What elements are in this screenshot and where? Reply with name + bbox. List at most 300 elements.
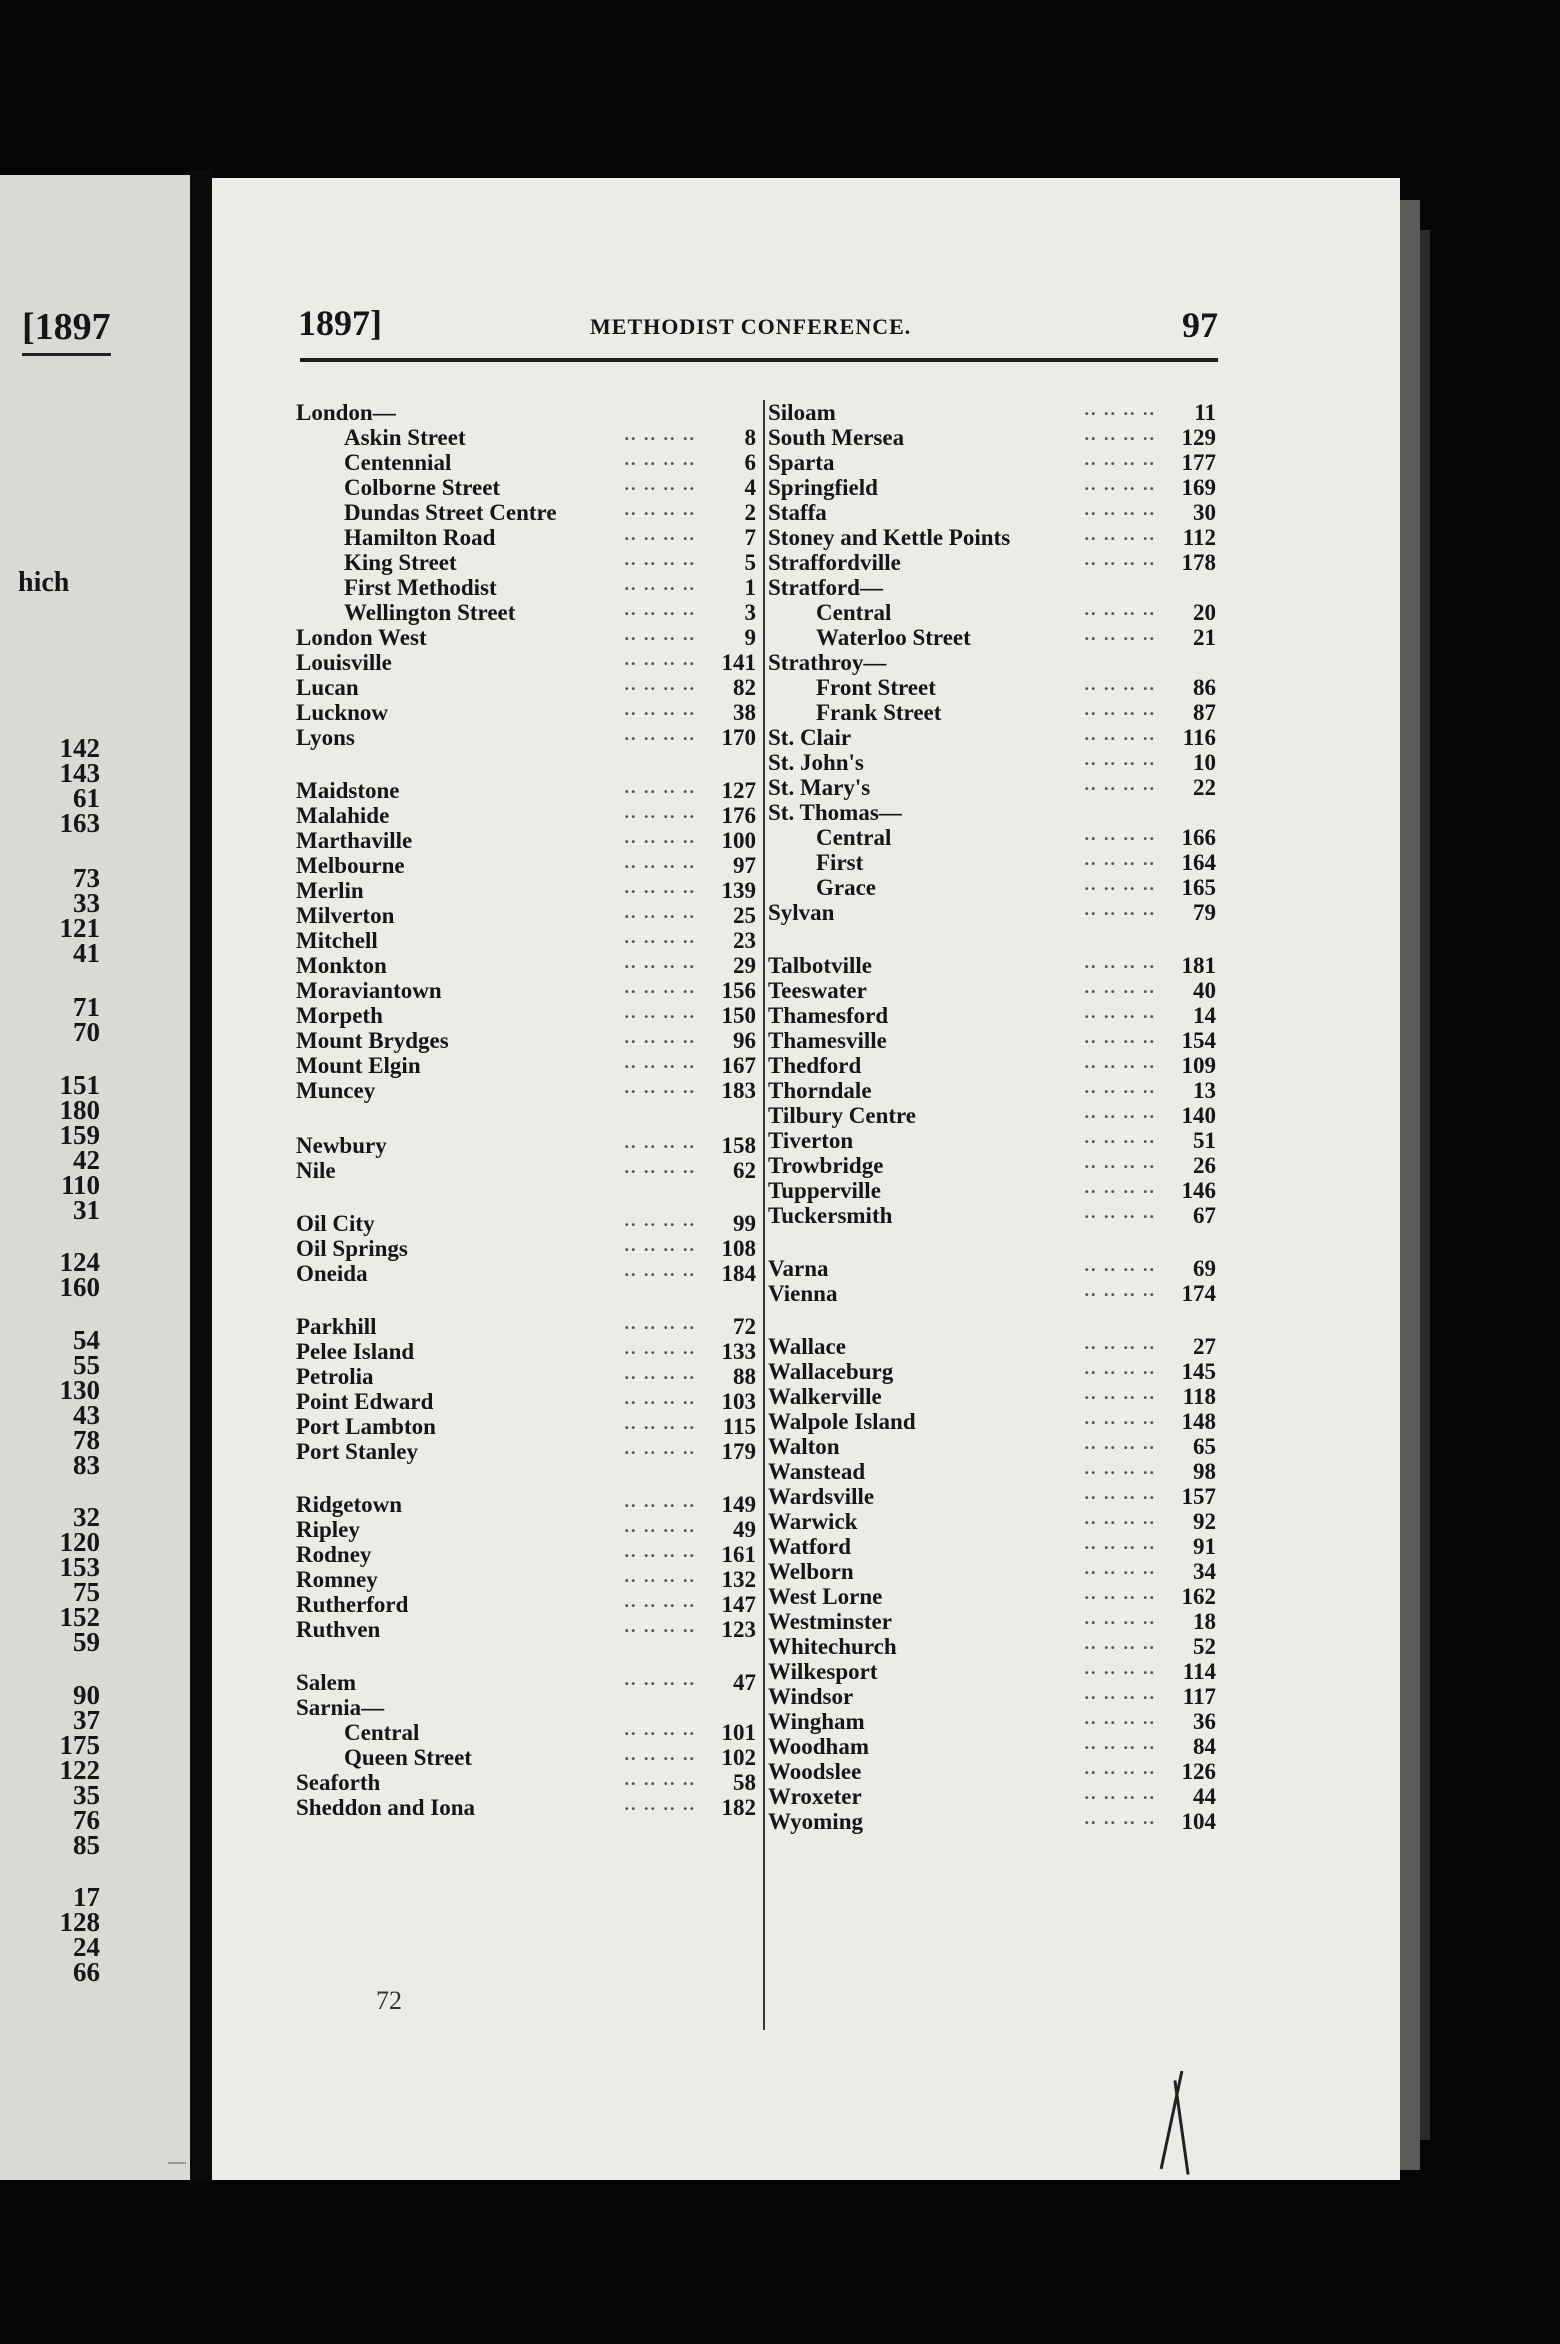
entry-number: 4 <box>744 475 756 500</box>
index-entry <box>768 625 1216 650</box>
leader-dots: .. .. .. .. <box>1084 899 1156 919</box>
entry-number: 183 <box>721 1078 756 1103</box>
index-entry <box>768 1281 1216 1306</box>
leader-dots: .. .. .. .. <box>1084 749 1156 769</box>
entry-number: 140 <box>1181 1103 1216 1128</box>
leader-dots: .. .. .. .. <box>624 1077 696 1097</box>
leader-dots: .. .. .. .. <box>1084 1102 1156 1122</box>
book-page <box>212 178 1400 2180</box>
leader-dots: .. .. .. .. <box>1084 774 1156 794</box>
previous-page-number: 90 <box>73 1680 100 1710</box>
previous-page-number: 130 <box>59 1375 100 1405</box>
entry-name: Lyons <box>296 725 355 750</box>
entry-number: 44 <box>1193 1784 1216 1809</box>
entry-number: 162 <box>1181 1584 1216 1609</box>
entry-name: Mount Elgin <box>296 1053 421 1078</box>
entry-name: Frank Street <box>816 700 942 725</box>
entry-name: St. John's <box>768 750 864 775</box>
entry-number: 146 <box>1181 1178 1216 1203</box>
entry-name: Monkton <box>296 953 387 978</box>
leader-dots: .. .. .. .. <box>624 549 696 569</box>
previous-page-number: 163 <box>59 808 100 838</box>
entry-name: Marthaville <box>296 828 413 853</box>
leader-dots: .. .. .. .. <box>1084 724 1156 744</box>
page-folio: 72 <box>376 1986 402 2015</box>
previous-page-number: 160 <box>59 1272 100 1302</box>
leader-dots: .. .. .. .. <box>1084 824 1156 844</box>
entry-name: Lucan <box>296 675 359 700</box>
leader-dots: .. .. .. .. <box>624 1388 696 1408</box>
entry-name: Thamesford <box>768 1003 889 1028</box>
entry-number: 52 <box>1193 1634 1216 1659</box>
entry-name: Welborn <box>768 1559 854 1584</box>
entry-name: Dundas Street Centre <box>344 500 557 525</box>
leader-dots: .. .. .. .. <box>624 1413 696 1433</box>
entry-name: Wyoming <box>768 1809 863 1834</box>
entry-number: 165 <box>1181 875 1216 900</box>
entry-number: 126 <box>1181 1759 1216 1784</box>
entry-number: 40 <box>1193 978 1216 1003</box>
entry-name: Wellington Street <box>344 600 516 625</box>
previous-page-number: 54 <box>73 1325 100 1355</box>
entry-name: Woodham <box>768 1734 869 1759</box>
leader-dots: .. .. .. .. <box>624 1566 696 1586</box>
entry-name: Strathroy— <box>768 650 887 675</box>
previous-page-number: 76 <box>73 1805 100 1835</box>
previous-page-number: 152 <box>59 1602 100 1632</box>
leader-dots: .. .. .. .. <box>1084 1127 1156 1147</box>
entry-name: Moraviantown <box>296 978 442 1003</box>
previous-page-number: 59 <box>73 1627 100 1657</box>
entry-number: 20 <box>1193 600 1216 625</box>
index-entry <box>296 1078 756 1103</box>
previous-page-number: 124 <box>59 1247 100 1277</box>
leader-dots: .. .. .. .. <box>624 674 696 694</box>
leader-dots: .. .. .. .. <box>1084 1458 1156 1478</box>
previous-page-number: 43 <box>73 1400 100 1430</box>
previous-page-number: 66 <box>73 1957 100 1987</box>
leader-dots: .. .. .. .. <box>624 827 696 847</box>
entry-name: Point Edward <box>296 1389 434 1414</box>
entry-name: Wardsville <box>768 1484 875 1509</box>
entry-number: 109 <box>1181 1053 1216 1078</box>
entry-name: Central <box>816 825 892 850</box>
leader-dots: .. .. .. .. <box>1084 1202 1156 1222</box>
entry-number: 123 <box>721 1617 756 1642</box>
entry-name: Ripley <box>296 1517 360 1542</box>
leader-dots: .. .. .. .. <box>624 1313 696 1333</box>
entry-name: Vienna <box>768 1281 838 1306</box>
index-entry <box>296 1617 756 1642</box>
leader-dots: .. .. .. .. <box>1084 1077 1156 1097</box>
entry-number: 34 <box>1193 1559 1216 1584</box>
entry-number: 116 <box>1182 725 1216 750</box>
leader-dots: .. .. .. .. <box>1084 499 1156 519</box>
entry-name: Warwick <box>768 1509 858 1534</box>
previous-page-number: 41 <box>73 938 100 968</box>
entry-name: Mount Brydges <box>296 1028 449 1053</box>
leader-dots: .. .. .. .. <box>624 1516 696 1536</box>
leader-dots: .. .. .. .. <box>1084 1583 1156 1603</box>
entry-name: Thedford <box>768 1053 862 1078</box>
entry-number: 112 <box>1182 525 1216 550</box>
leader-dots: .. .. .. .. <box>624 1260 696 1280</box>
leader-dots: .. .. .. .. <box>1084 674 1156 694</box>
leader-dots: .. .. .. .. <box>1084 1533 1156 1553</box>
entry-name: First <box>816 850 864 875</box>
index-entry <box>296 725 756 750</box>
leader-dots: .. .. .. .. <box>1084 1152 1156 1172</box>
leader-dots: .. .. .. .. <box>1084 1633 1156 1653</box>
previous-page-word: hich <box>18 567 70 598</box>
entry-number: 96 <box>733 1028 756 1053</box>
index-entry <box>296 1158 756 1183</box>
entry-name: London West <box>296 625 427 650</box>
previous-page-number: 110 <box>60 1170 100 1200</box>
entry-name: Tilbury Centre <box>768 1103 917 1128</box>
previous-page-number: 142 <box>59 733 100 763</box>
previous-page-number: 32 <box>73 1502 100 1532</box>
leader-dots: .. .. .. .. <box>624 1438 696 1458</box>
previous-page-number: 180 <box>59 1095 100 1125</box>
entry-name: Port Stanley <box>296 1439 419 1464</box>
entry-number: 167 <box>721 1053 756 1078</box>
previous-page-number: 31 <box>73 1195 100 1225</box>
leader-dots: .. .. .. .. <box>624 1235 696 1255</box>
leader-dots: .. .. .. .. <box>1084 624 1156 644</box>
entry-number: 86 <box>1193 675 1216 700</box>
entry-number: 22 <box>1193 775 1216 800</box>
entry-number: 27 <box>1193 1334 1216 1359</box>
entry-number: 92 <box>1193 1509 1216 1534</box>
leader-dots: .. .. .. .. <box>1084 1333 1156 1353</box>
entry-number: 179 <box>721 1439 756 1464</box>
leader-dots: .. .. .. .. <box>1084 1280 1156 1300</box>
leader-dots: .. .. .. .. <box>1084 1683 1156 1703</box>
entry-number: 69 <box>1193 1256 1216 1281</box>
entry-number: 99 <box>733 1211 756 1236</box>
entry-number: 26 <box>1193 1153 1216 1178</box>
entry-number: 184 <box>721 1261 756 1286</box>
entry-name: Whitechurch <box>768 1634 897 1659</box>
entry-number: 23 <box>733 928 756 953</box>
entry-name: Teeswater <box>768 978 867 1003</box>
entry-number: 36 <box>1193 1709 1216 1734</box>
entry-number: 114 <box>1182 1659 1216 1684</box>
previous-page-number: 70 <box>73 1017 100 1047</box>
entry-name: Walkerville <box>768 1384 882 1409</box>
entry-name: Oil City <box>296 1211 375 1236</box>
previous-page-number: 83 <box>73 1450 100 1480</box>
leader-dots: .. .. .. .. <box>1084 399 1156 419</box>
leader-dots: .. .. .. .. <box>624 877 696 897</box>
entry-name: Tiverton <box>768 1128 854 1153</box>
leader-dots: .. .. .. .. <box>624 1027 696 1047</box>
entry-number: 98 <box>1193 1459 1216 1484</box>
entry-number: 29 <box>733 953 756 978</box>
leader-dots: .. .. .. .. <box>624 699 696 719</box>
entry-name: Wallace <box>768 1334 846 1359</box>
entry-number: 176 <box>721 803 756 828</box>
previous-page-number: 55 <box>73 1350 100 1380</box>
entry-number: 72 <box>733 1314 756 1339</box>
leader-dots: .. .. .. .. <box>624 1157 696 1177</box>
entry-name: St. Thomas— <box>768 800 902 825</box>
leader-dots: .. .. .. .. <box>1084 1433 1156 1453</box>
entry-name: Stoney and Kettle Points <box>768 525 1011 550</box>
leader-dots: .. .. .. .. <box>624 802 696 822</box>
entry-name: Merlin <box>296 878 364 903</box>
previous-page-number: 175 <box>59 1730 100 1760</box>
entry-number: 166 <box>1181 825 1216 850</box>
entry-number: 157 <box>1181 1484 1216 1509</box>
entry-number: 108 <box>721 1236 756 1261</box>
entry-number: 6 <box>744 450 756 475</box>
leader-dots: .. .. .. .. <box>624 1491 696 1511</box>
leader-dots: .. .. .. .. <box>624 574 696 594</box>
entry-number: 38 <box>733 700 756 725</box>
entry-number: 147 <box>721 1592 756 1617</box>
entry-number: 3 <box>744 600 756 625</box>
previous-page-number: 143 <box>59 758 100 788</box>
leader-dots: .. .. .. .. <box>1084 1483 1156 1503</box>
previous-page-number: 24 <box>73 1932 100 1962</box>
index-entry <box>768 550 1216 575</box>
entry-name: Front Street <box>816 675 936 700</box>
entry-name: Morpeth <box>296 1003 383 1028</box>
previous-page-number: 73 <box>73 863 100 893</box>
index-entry <box>296 1261 756 1286</box>
leader-dots: .. .. .. .. <box>1084 699 1156 719</box>
entry-number: 11 <box>1194 400 1216 425</box>
leader-dots: .. .. .. .. <box>1084 1708 1156 1728</box>
entry-name: Parkhill <box>296 1314 377 1339</box>
entry-number: 2 <box>744 500 756 525</box>
entry-name: Watford <box>768 1534 852 1559</box>
leader-dots: .. .. .. .. <box>624 1591 696 1611</box>
entry-name: Springfield <box>768 475 878 500</box>
leader-dots: .. .. .. .. <box>624 1794 696 1814</box>
previous-page-number: 37 <box>73 1705 100 1735</box>
entry-name: Sarnia— <box>296 1695 385 1720</box>
previous-page-number: 78 <box>73 1425 100 1455</box>
entry-number: 65 <box>1193 1434 1216 1459</box>
entry-number: 91 <box>1193 1534 1216 1559</box>
entry-name: King Street <box>344 550 457 575</box>
entry-number: 174 <box>1181 1281 1216 1306</box>
leader-dots: .. .. .. .. <box>1084 1508 1156 1528</box>
page-edge <box>1400 200 1420 2170</box>
leader-dots: .. .. .. .. <box>624 927 696 947</box>
entry-number: 7 <box>744 525 756 550</box>
entry-number: 9 <box>744 625 756 650</box>
leader-dots: .. .. .. .. <box>1084 874 1156 894</box>
entry-name: Siloam <box>768 400 836 425</box>
entry-number: 8 <box>744 425 756 450</box>
entry-number: 30 <box>1193 500 1216 525</box>
leader-dots: .. .. .. .. <box>624 624 696 644</box>
previous-page-number: 61 <box>73 783 100 813</box>
entry-number: 79 <box>1193 900 1216 925</box>
entry-name: Sylvan <box>768 900 835 925</box>
leader-dots: .. .. .. .. <box>1084 977 1156 997</box>
index-entry <box>768 900 1216 925</box>
entry-name: Thorndale <box>768 1078 872 1103</box>
leader-dots: .. .. .. .. <box>1084 1658 1156 1678</box>
entry-name: Stratford— <box>768 575 883 600</box>
entry-name: Thamesville <box>768 1028 887 1053</box>
leader-dots: .. .. .. .. <box>624 724 696 744</box>
entry-name: Muncey <box>296 1078 376 1103</box>
previous-page-number: 35 <box>73 1780 100 1810</box>
leader-dots: .. .. .. .. <box>624 449 696 469</box>
header-rule <box>300 358 1218 362</box>
leader-dots: .. .. .. .. <box>1084 1408 1156 1428</box>
entry-name: Rodney <box>296 1542 372 1567</box>
entry-number: 154 <box>1181 1028 1216 1053</box>
entry-name: London— <box>296 400 396 425</box>
entry-number: 145 <box>1181 1359 1216 1384</box>
entry-number: 5 <box>744 550 756 575</box>
leader-dots: .. .. .. .. <box>1084 524 1156 544</box>
entry-number: 170 <box>721 725 756 750</box>
entry-name: Walpole Island <box>768 1409 916 1434</box>
entry-number: 178 <box>1181 550 1216 575</box>
leader-dots: .. .. .. .. <box>624 1669 696 1689</box>
leader-dots: .. .. .. .. <box>624 952 696 972</box>
entry-number: 21 <box>1193 625 1216 650</box>
entry-number: 129 <box>1181 425 1216 450</box>
entry-name: Talbotville <box>768 953 872 978</box>
entry-name: Louisville <box>296 650 392 675</box>
leader-dots: .. .. .. .. <box>624 1363 696 1383</box>
previous-page-number: 71 <box>73 992 100 1022</box>
index-entry <box>768 775 1216 800</box>
entry-number: 104 <box>1181 1809 1216 1834</box>
entry-name: Askin Street <box>344 425 466 450</box>
entry-number: 47 <box>733 1670 756 1695</box>
leader-dots: .. .. .. .. <box>624 1210 696 1230</box>
leader-dots: .. .. .. .. <box>624 777 696 797</box>
leader-dots: .. .. .. .. <box>1084 1758 1156 1778</box>
previous-page-number: 42 <box>73 1145 100 1175</box>
entry-name: Oil Springs <box>296 1236 408 1261</box>
leader-dots: .. .. .. .. <box>1084 1052 1156 1072</box>
entry-name: Waterloo Street <box>816 625 971 650</box>
entry-name: Rutherford <box>296 1592 409 1617</box>
entry-number: 148 <box>1181 1409 1216 1434</box>
entry-name: Trowbridge <box>768 1153 884 1178</box>
leader-dots: .. .. .. .. <box>1084 849 1156 869</box>
leader-dots: .. .. .. .. <box>1084 449 1156 469</box>
entry-number: 97 <box>733 853 756 878</box>
entry-name: Wallaceburg <box>768 1359 894 1384</box>
entry-number: 182 <box>721 1795 756 1820</box>
entry-number: 102 <box>721 1745 756 1770</box>
entry-number: 101 <box>721 1720 756 1745</box>
entry-name: Colborne Street <box>344 475 501 500</box>
previous-page-number: 85 <box>73 1830 100 1860</box>
entry-name: Grace <box>816 875 877 900</box>
leader-dots: .. .. .. .. <box>624 902 696 922</box>
index-entry <box>296 1795 756 1820</box>
entry-number: 13 <box>1193 1078 1216 1103</box>
entry-name: Malahide <box>296 803 390 828</box>
previous-page <box>0 175 190 2180</box>
entry-name: Central <box>816 600 892 625</box>
entry-number: 118 <box>1182 1384 1216 1409</box>
entry-name: Tupperville <box>768 1178 881 1203</box>
entry-name: West Lorne <box>768 1584 883 1609</box>
previous-page-number: 33 <box>73 888 100 918</box>
leader-dots: .. .. .. .. <box>1084 1608 1156 1628</box>
previous-page-header: [1897 <box>22 305 111 356</box>
column-divider <box>763 400 765 2030</box>
leader-dots: .. .. .. .. <box>624 474 696 494</box>
header-page-number: 97 <box>1182 305 1218 345</box>
entry-number: 103 <box>721 1389 756 1414</box>
entry-name: Ruthven <box>296 1617 381 1642</box>
entry-number: 181 <box>1181 953 1216 978</box>
entry-number: 10 <box>1193 750 1216 775</box>
leader-dots: .. .. .. .. <box>624 1002 696 1022</box>
leader-dots: .. .. .. .. <box>624 1744 696 1764</box>
leader-dots: .. .. .. .. <box>1084 424 1156 444</box>
leader-dots: .. .. .. .. <box>624 424 696 444</box>
leader-dots: .. .. .. .. <box>624 852 696 872</box>
entry-name: Wanstead <box>768 1459 866 1484</box>
entry-number: 141 <box>721 650 756 675</box>
leader-dots: .. .. .. .. <box>624 1769 696 1789</box>
index-entry <box>296 1670 756 1695</box>
entry-number: 100 <box>721 828 756 853</box>
entry-name: Straffordville <box>768 550 901 575</box>
entry-number: 164 <box>1181 850 1216 875</box>
entry-number: 161 <box>721 1542 756 1567</box>
entry-number: 88 <box>733 1364 756 1389</box>
entry-name: Central <box>344 1720 420 1745</box>
leader-dots: .. .. .. .. <box>1084 1027 1156 1047</box>
previous-page-number: 122 <box>59 1755 100 1785</box>
entry-name: Centennial <box>344 450 452 475</box>
entry-number: 18 <box>1193 1609 1216 1634</box>
entry-name: Romney <box>296 1567 378 1592</box>
entry-number: 82 <box>733 675 756 700</box>
entry-number: 149 <box>721 1492 756 1517</box>
leader-dots: .. .. .. .. <box>1084 1002 1156 1022</box>
entry-name: Ridgetown <box>296 1492 403 1517</box>
entry-number: 25 <box>733 903 756 928</box>
entry-number: 87 <box>1193 700 1216 725</box>
leader-dots: .. .. .. .. <box>624 977 696 997</box>
previous-page-number: 151 <box>59 1070 100 1100</box>
leader-dots: .. .. .. .. <box>1084 1177 1156 1197</box>
entry-name: South Mersea <box>768 425 905 450</box>
entry-name: Petrolia <box>296 1364 374 1389</box>
leader-dots: .. .. .. .. <box>1084 1783 1156 1803</box>
leader-dots: .. .. .. .. <box>624 1132 696 1152</box>
entry-number: 169 <box>1181 475 1216 500</box>
entry-number: 133 <box>721 1339 756 1364</box>
leader-dots: .. .. .. .. <box>624 1338 696 1358</box>
entry-name: Queen Street <box>344 1745 472 1770</box>
entry-name: Port Lambton <box>296 1414 436 1439</box>
entry-name: Staffa <box>768 500 827 525</box>
page-edge-shadow <box>1420 230 1430 2140</box>
entry-name: Salem <box>296 1670 357 1695</box>
index-entry <box>768 1809 1216 1834</box>
previous-page-number: 17 <box>73 1882 100 1912</box>
